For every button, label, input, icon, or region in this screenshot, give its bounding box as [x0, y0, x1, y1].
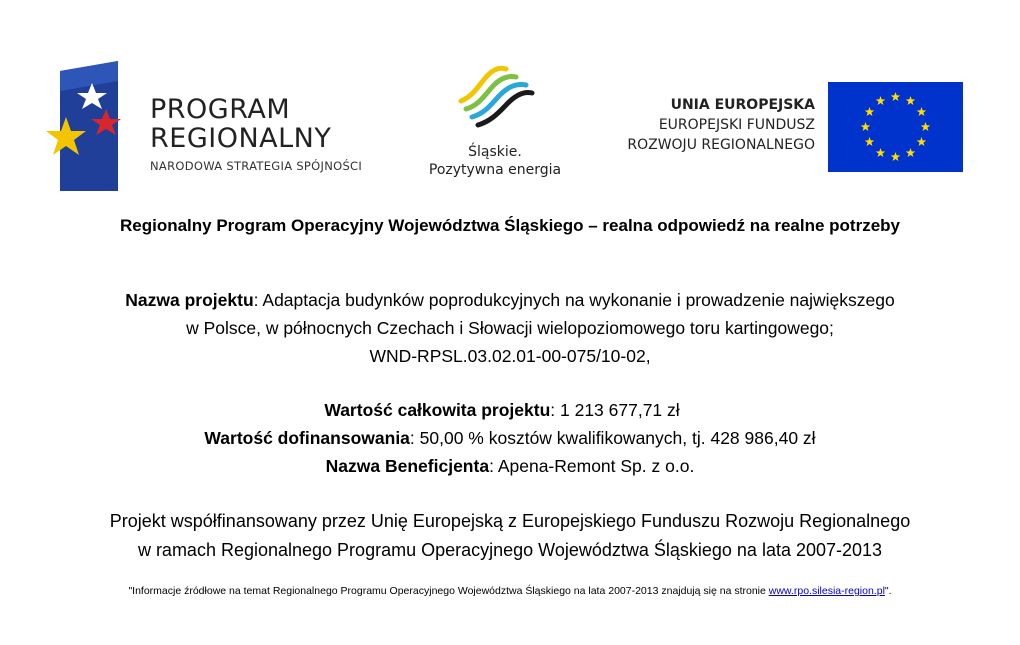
project-name-line1: [0, 286, 1020, 314]
total-value-row: [0, 396, 1020, 424]
cofinancing-line1: Projekt współfinansowany przez Unię Europejską z Europejskiego Funduszu Rozwoju Regionalnego: [109, 511, 911, 531]
eu-flag-icon: [828, 82, 963, 172]
footnote-prefix: "Informacje źródłowe na temat Regionalnego Programu Operacyjnego Województwa Śląskiego na lata 2007-2013 znajdują się na stronie: [128, 585, 769, 597]
beneficiary-row: [0, 452, 1020, 480]
beneficiary-label: Nazwa Beneficjenta: [325, 456, 490, 476]
slaskie-text: [420, 143, 570, 179]
eu-line3: ROZWOJU REGIONALNEGO: [627, 137, 815, 153]
slaskie-logo: [420, 61, 570, 189]
cofin-value: : 50,00 % kosztów kwalifikowanych, tj. 428 986,40 zł: [409, 428, 816, 448]
total-label: Wartość całkowita projektu: [324, 400, 551, 420]
slaskie-line1: Śląskie.: [468, 144, 522, 160]
project-block: [0, 286, 1020, 370]
program-regionalny-text: [150, 95, 362, 173]
cofinancing-line2: w ramach Regionalnego Programu Operacyjnego Województwa Śląskiego na lata 2007-2013: [137, 540, 883, 560]
values-block: [0, 396, 1020, 480]
eu-line2: EUROPEJSKI FUNDUSZ: [658, 117, 815, 133]
beneficiary-value: : Apena-Remont Sp. z o.o.: [489, 456, 695, 476]
logo-bar: [0, 55, 1020, 195]
program-regionalny-logo-icon: [40, 61, 124, 191]
pr-title-line2: REGIONALNY: [150, 123, 332, 154]
unia-europejska-text: [627, 95, 815, 155]
cofin-value-row: [0, 424, 1020, 452]
cofin-label: Wartość dofinansowania: [204, 428, 410, 448]
total-value: : 1 213 677,71 zł: [550, 400, 680, 420]
slaskie-line2: Pozytywna energia: [428, 162, 562, 178]
cofinancing-block: [0, 507, 1020, 565]
project-name-value-1: : Adaptacja budynków poprodukcyjnych na wykonanie i prowadzenie największego: [253, 290, 895, 310]
pr-subtitle: NARODOWA STRATEGIA SPÓJNOŚCI: [150, 159, 363, 173]
footnote-suffix: ".: [884, 585, 892, 597]
footnote-link[interactable]: www.rpo.silesia-region.pl: [768, 585, 885, 597]
project-name-value-3: WND-RPSL.03.02.01-00-075/10-02,: [369, 346, 651, 366]
project-name-value-2: w Polsce, w północnych Czechach i Słowacji wielopoziomowego toru kartingowego;: [186, 318, 834, 338]
headline: Regionalny Program Operacyjny Województwa Śląskiego – realna odpowiedź na realne potrzeby: [120, 216, 900, 235]
slaskie-waves-icon: [456, 61, 536, 131]
footnote: [0, 585, 1020, 597]
pr-title-line1: PROGRAM: [150, 94, 291, 125]
project-name-label: Nazwa projektu: [125, 290, 254, 310]
eu-line1: UNIA EUROPEJSKA: [670, 97, 815, 113]
